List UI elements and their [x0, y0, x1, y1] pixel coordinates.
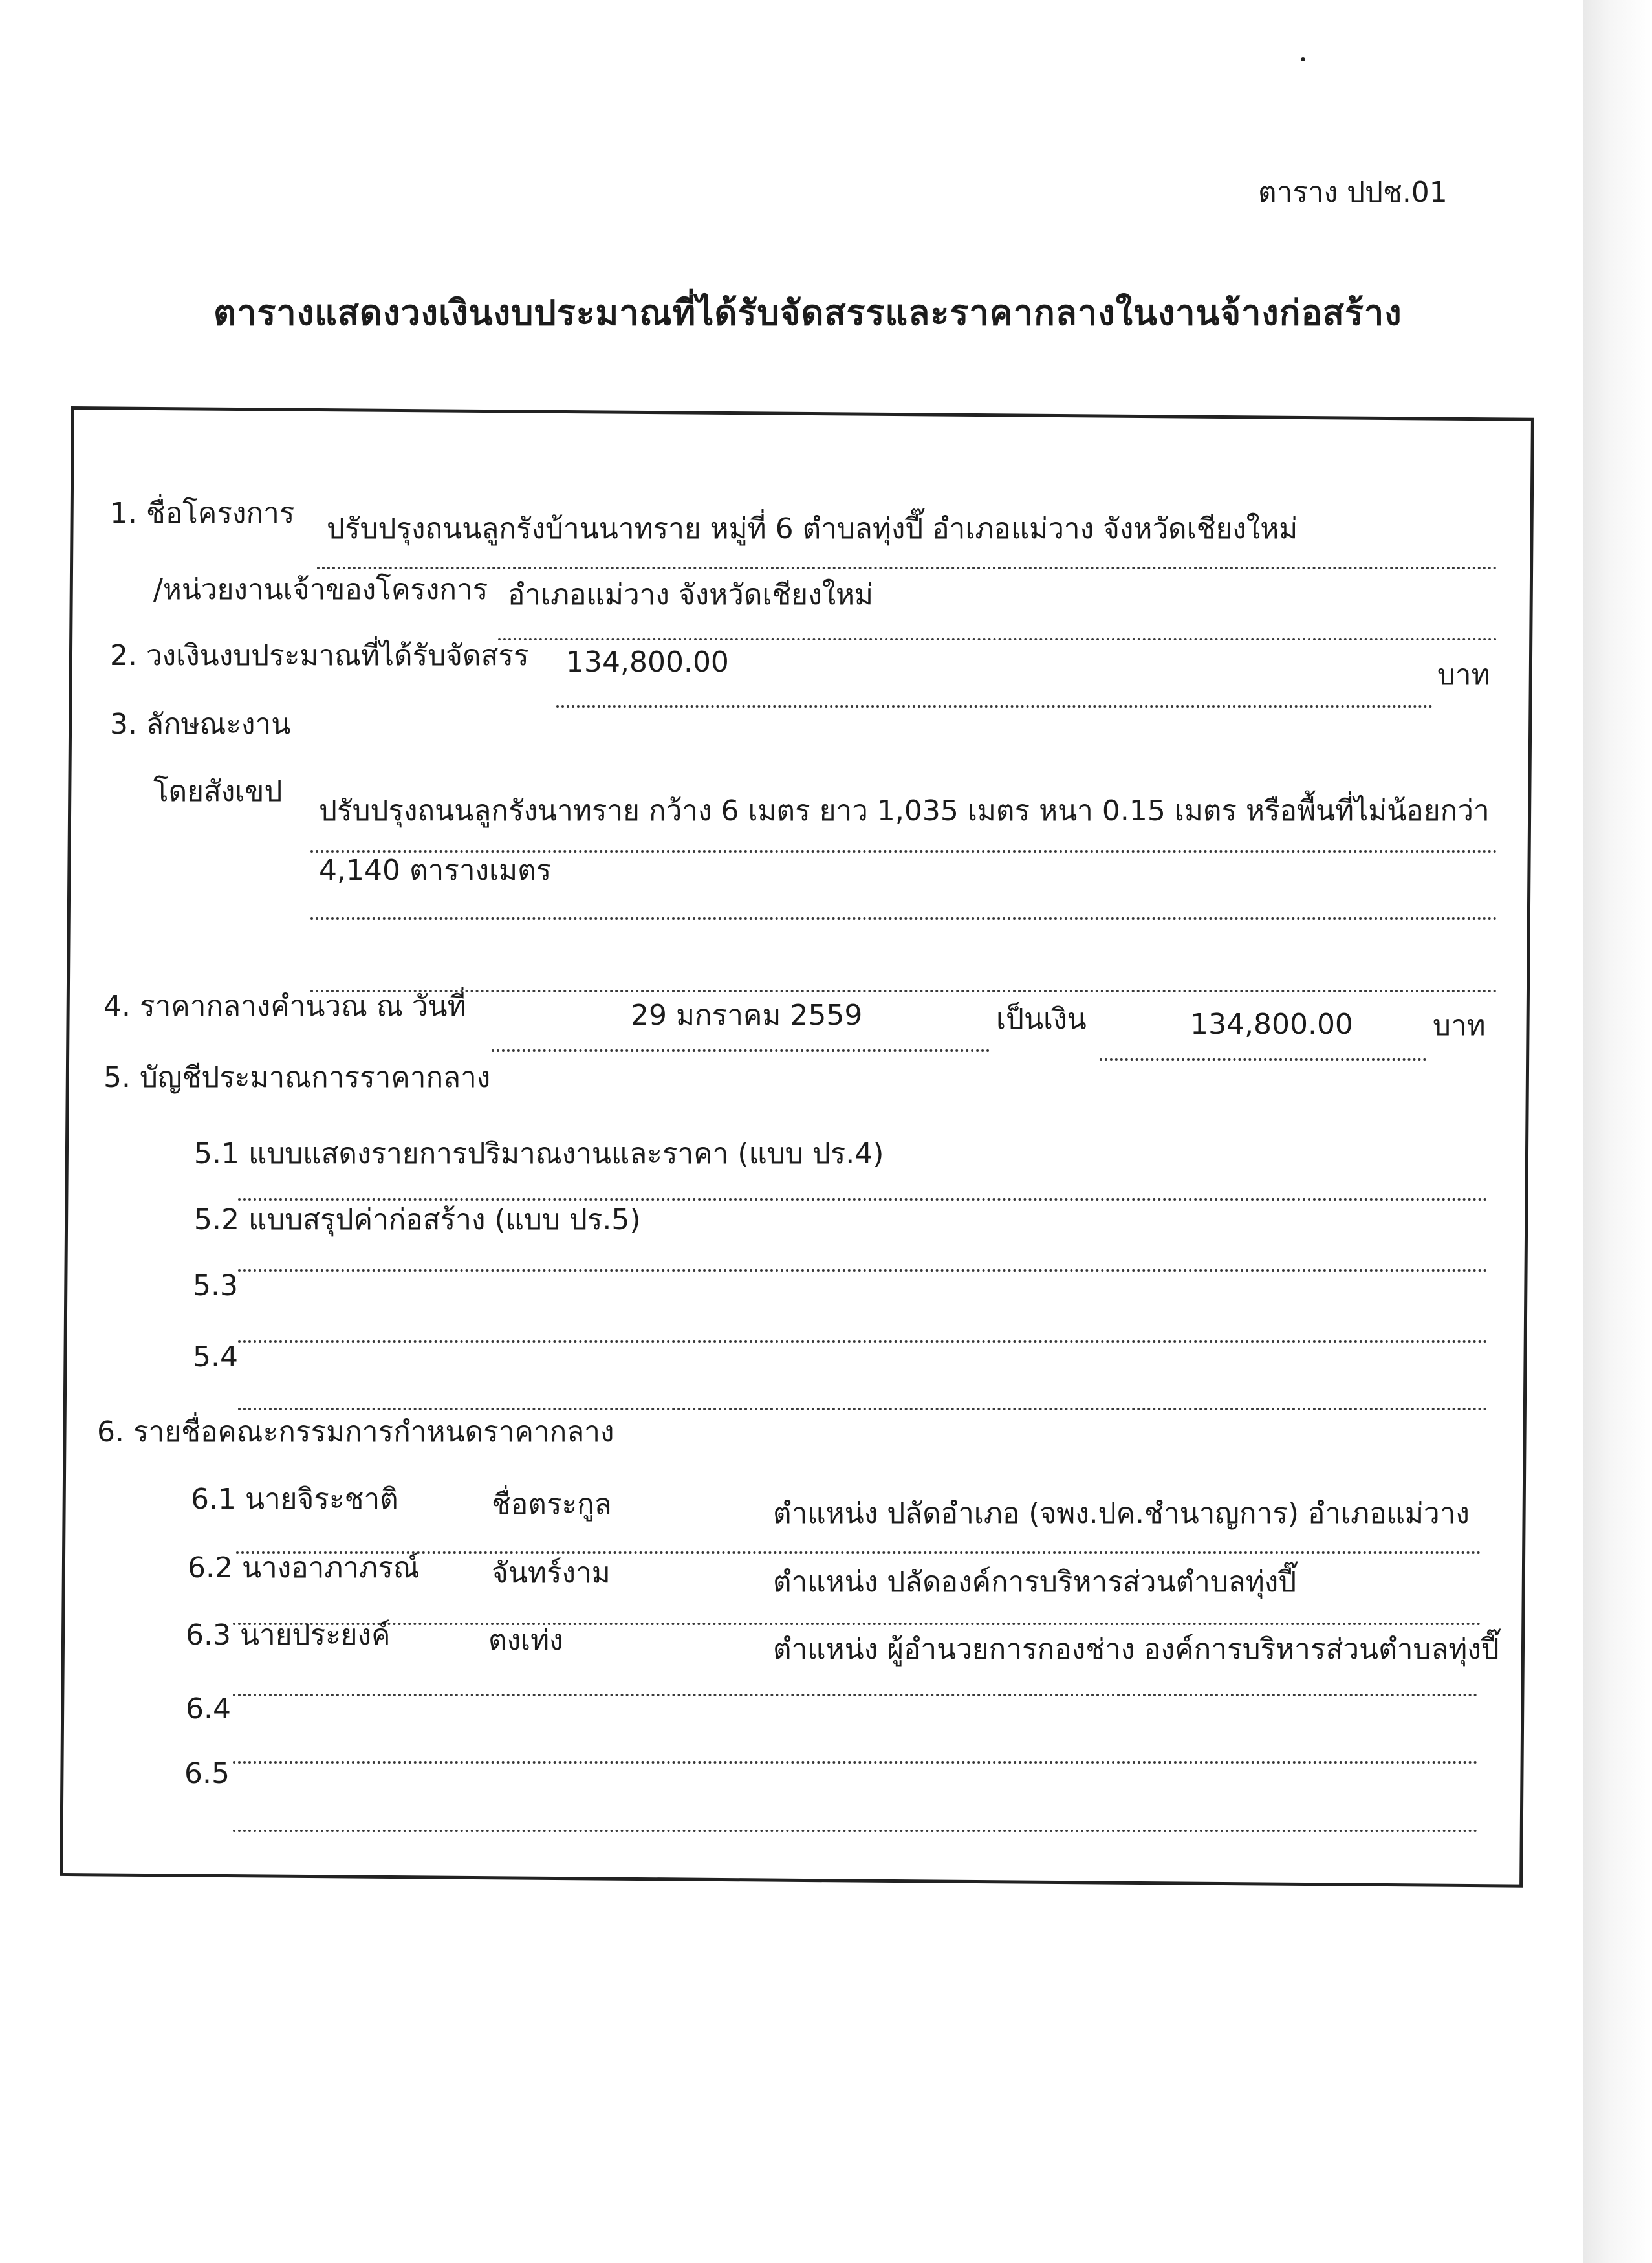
committee-1-name: 6.1 นายจิระชาติ	[191, 1483, 398, 1516]
committee-5-name: 6.5	[184, 1757, 230, 1790]
section5-label: 5. บัญชีประมาณการราคากลาง	[103, 1061, 491, 1094]
section6-label: 6. รายชื่อคณะกรรมการกำหนดราคากลาง	[97, 1416, 614, 1449]
committee-3-surname: ตงเท่ง	[488, 1624, 563, 1657]
section3-label: 3. ลักษณะงาน	[110, 708, 291, 741]
committee-4-name: 6.4	[186, 1692, 231, 1725]
committee-2-surname: จันทร์งาม	[492, 1557, 611, 1590]
estimate-item-5-4: 5.4	[193, 1340, 238, 1373]
estimate-item-5-1: 5.1 แบบแสดงรายการปริมาณงานและราคา (แบบ ปร.4)	[194, 1137, 884, 1170]
median-price-unit: บาท	[1433, 1009, 1486, 1042]
work-line-3	[310, 990, 1497, 992]
committee-2-position: ตำแหน่ง ปลัดองค์การบริหารส่วนตำบลทุ่งปี๊	[773, 1566, 1297, 1599]
page-title: ตารางแสดงวงเงินงบประมาณที่ได้รับจัดสรรและราคากลางในงานจ้างก่อสร้าง	[213, 292, 1402, 333]
section2-label: 2. วงเงินงบประมาณที่ได้รับจัดสรร	[110, 639, 529, 672]
amount-label: เป็นเงิน	[996, 1003, 1087, 1036]
scan-edge-shadow	[1583, 0, 1652, 2263]
committee-line-4	[233, 1761, 1478, 1764]
owner-line	[498, 638, 1497, 640]
form-code: ตาราง ปปช.01	[1258, 176, 1448, 209]
committee-3-name: 6.3 นายประยงค์	[186, 1619, 391, 1652]
scan-speck	[1301, 57, 1305, 61]
estimate-line-5-1	[238, 1198, 1488, 1201]
committee-line-3	[233, 1694, 1478, 1696]
summary-label: โดยสังเขป	[153, 775, 283, 808]
committee-line-5	[233, 1830, 1478, 1832]
median-price-line	[1100, 1058, 1426, 1061]
committee-1-surname: ชื่อตระกูล	[492, 1488, 612, 1521]
committee-2-name: 6.2 นางอาภาภรณ์	[188, 1551, 420, 1584]
committee-line-1	[236, 1551, 1481, 1554]
work-description-2: 4,140 ตารางเมตร	[319, 854, 552, 887]
budget-unit: บาท	[1437, 659, 1490, 692]
section4-label: 4. ราคากลางคำนวณ ณ วันที่	[103, 990, 466, 1023]
date-line	[492, 1049, 990, 1052]
committee-line-2	[233, 1623, 1481, 1625]
estimate-item-5-2: 5.2 แบบสรุปค่าก่อสร้าง (แบบ ปร.5)	[194, 1203, 641, 1236]
estimate-line-5-2	[238, 1269, 1488, 1272]
work-description-1: ปรับปรุงถนนลูกรังนาทราย กว้าง 6 เมตร ยาว 1,035 เมตร หนา 0.15 เมตร หรือพื้นที่ไม่น้อยกว่า	[319, 794, 1490, 827]
project-name-line	[317, 567, 1497, 569]
work-line-2	[310, 917, 1497, 920]
budget-line	[556, 705, 1433, 708]
estimate-line-5-3	[238, 1340, 1488, 1343]
committee-1-position: ตำแหน่ง ปลัดอำเภอ (จพง.ปค.ชำนาญการ) อำเภอแม่วาง	[773, 1497, 1470, 1530]
budget-amount: 134,800.00	[566, 646, 729, 679]
estimate-line-5-4	[238, 1408, 1488, 1410]
committee-3-position: ตำแหน่ง ผู้อำนวยการกองช่าง องค์การบริหารส่วนตำบลทุ่งปี๊	[773, 1633, 1499, 1666]
reference-date: 29 มกราคม 2559	[631, 999, 863, 1032]
section1-label: 1. ชื่อโครงการ	[110, 497, 295, 530]
project-name: ปรับปรุงถนนลูกรังบ้านนาทราย หมู่ที่ 6 ตำบลทุ่งปี๊ อำเภอแม่วาง จังหวัดเชียงใหม่	[327, 512, 1298, 545]
estimate-item-5-3: 5.3	[193, 1269, 238, 1302]
median-price: 134,800.00	[1190, 1008, 1353, 1041]
owner-label: /หน่วยงานเจ้าของโครงการ	[153, 573, 488, 606]
owner-value: อำเภอแม่วาง จังหวัดเชียงใหม่	[508, 578, 874, 611]
